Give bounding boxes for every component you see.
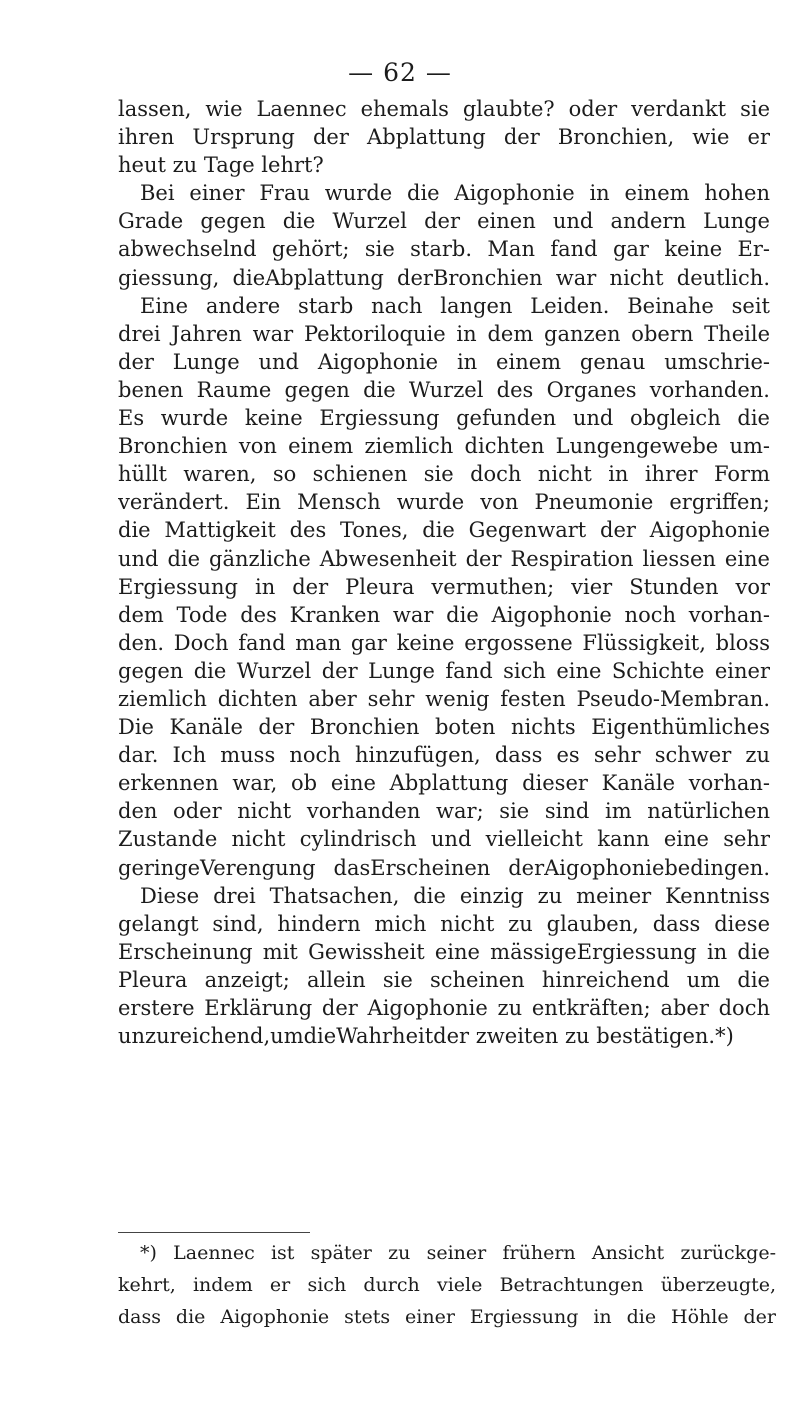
text-line: unzureichend,umdieWahrheitder zweiten zu bestätigen.*): [118, 1024, 734, 1049]
text-line: ziemlich dichten aber sehr wenig festen Pseudo-Membran.: [118, 686, 770, 711]
text-line: der Lunge und Aigophonie in einem genau umschrie-: [118, 349, 770, 374]
footnote-line: dass die Aigophonie stets einer Ergiessung in die Höhle der: [118, 1306, 776, 1328]
text-line: Es wurde keine Ergiessung gefunden und obgleich die: [118, 406, 770, 431]
text-line: lassen, wie Laennec ehemals glaubte? oder verdankt sie: [118, 97, 770, 121]
text-line: Zustande nicht cylindrisch und vielleicht kann eine sehr: [118, 827, 770, 852]
footnote-rule: [118, 1232, 310, 1233]
text-line: Eine andere starb nach langen Leiden. Beinahe seit: [140, 293, 770, 318]
text-line: Bronchien von einem ziemlich dichten Lungengewebe um-: [118, 434, 770, 459]
body-text: [118, 95, 770, 1050]
text-line: giessung, dieAbplattung derBronchien war nicht deutlich.: [118, 265, 770, 290]
text-line: gelangt sind, hindern mich nicht zu glauben, dass diese: [118, 911, 770, 936]
footnote-line: kehrt, indem er sich durch viele Betrachtungen überzeugte,: [118, 1274, 776, 1296]
text-line: dem Tode des Kranken war die Aigophonie noch vorhan-: [118, 602, 770, 627]
text-line: hüllt waren, so schienen sie doch nicht in ihrer Form: [118, 462, 770, 487]
text-line: drei Jahren war Pektoriloquie in dem ganzen obern Theile: [118, 321, 770, 346]
text-line: die Mattigkeit des Tones, die Gegenwart der Aigophonie: [118, 518, 770, 543]
page-number: — 62 —: [348, 58, 452, 87]
text-line: den oder nicht vorhanden war; sie sind im natürlichen: [118, 799, 770, 824]
text-line: geringeVerengung dasErscheinen derAigophoniebedingen.: [118, 855, 770, 880]
text-line: Bei einer Frau wurde die Aigophonie in einem hohen: [140, 181, 770, 206]
text-line: abwechselnd gehört; sie starb. Man fand gar keine Er-: [118, 237, 770, 262]
text-line: gegen die Wurzel der Lunge fand sich eine Schichte einer: [118, 658, 770, 683]
text-line: Diese drei Thatsachen, die einzig zu meiner Kenntniss: [140, 883, 770, 908]
text-line: Ergiessung in der Pleura vermuthen; vier Stunden vor: [118, 574, 770, 599]
footnote-line: *) Laennec ist später zu seiner frühern Ansicht zurückge-: [140, 1242, 776, 1264]
text-line: Grade gegen die Wurzel der einen und andern Lunge: [118, 209, 770, 234]
text-line: benen Raume gegen die Wurzel des Organes vorhanden.: [118, 377, 770, 402]
text-line: ihren Ursprung der Abplattung der Bronchien, wie er: [118, 125, 770, 150]
text-line: den. Doch fand man gar keine ergossene Flüssigkeit, bloss: [118, 630, 770, 655]
text-line: und die gänzliche Abwesenheit der Respiration liessen eine: [118, 546, 770, 571]
text-line: dar. Ich muss noch hinzufügen, dass es sehr schwer zu: [118, 743, 770, 768]
text-line: Erscheinung mit Gewissheit eine mässigeErgiessung in die: [118, 939, 770, 964]
footnote: [118, 1237, 776, 1333]
text-line: erstere Erklärung der Aigophonie zu entkräften; aber doch: [118, 996, 770, 1020]
text-line: Die Kanäle der Bronchien boten nichts Eigenthümliches: [118, 715, 770, 740]
text-line: erkennen war, ob eine Abplattung dieser Kanäle vorhan-: [118, 771, 770, 796]
text-line: heut zu Tage lehrt?: [118, 153, 324, 178]
text-line: Pleura anzeigt; allein sie scheinen hinreichend um die: [118, 967, 770, 992]
text-line: verändert. Ein Mensch wurde von Pneumonie ergriffen;: [118, 490, 770, 515]
